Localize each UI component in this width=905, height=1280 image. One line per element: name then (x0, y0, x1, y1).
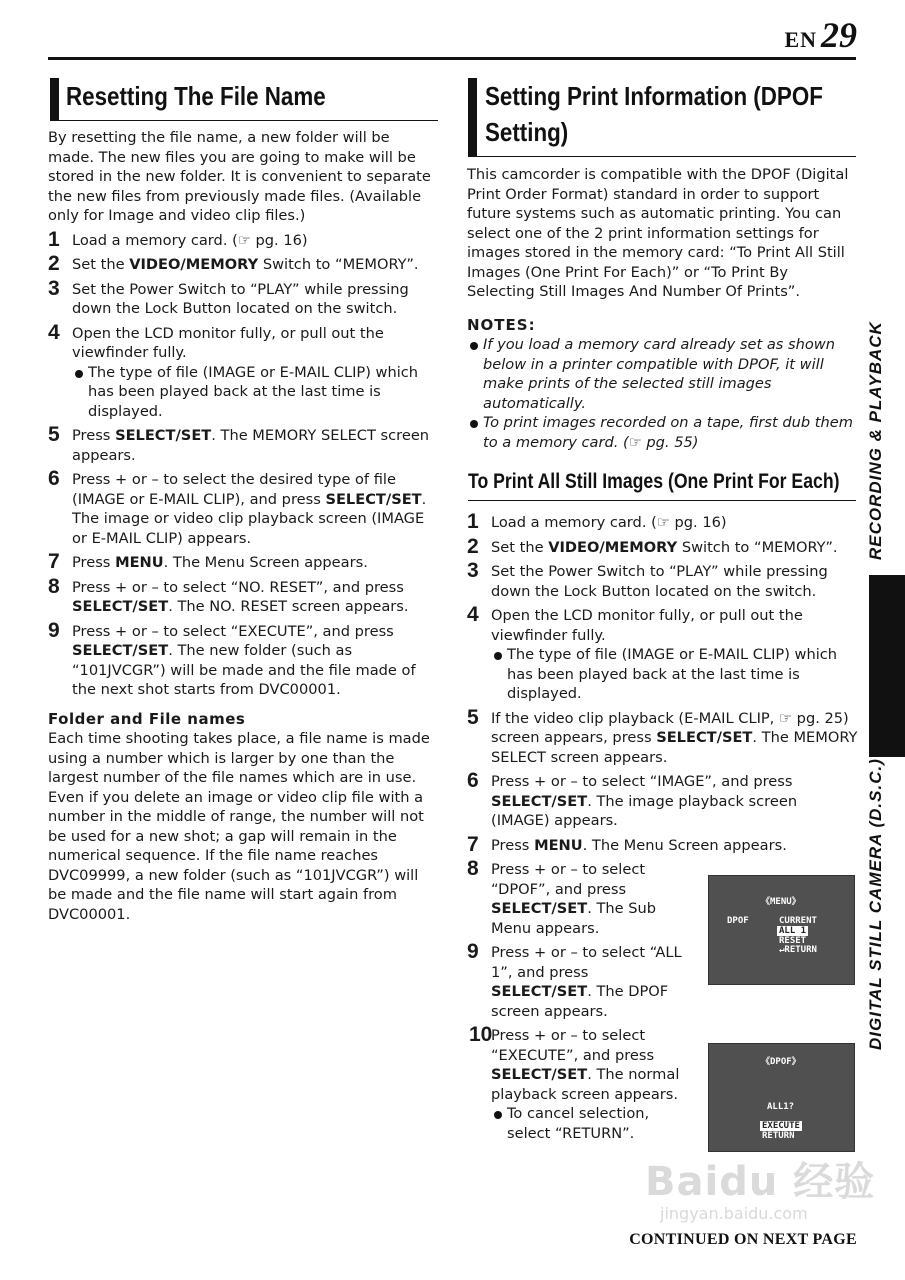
dpof-screen-title: 《DPOF》 (761, 1057, 801, 1067)
left-column (48, 128, 440, 924)
header-rule (48, 57, 856, 60)
step-6: 6 Press + or – to select the desired type of file (IMAGE or E-MAIL CLIP), and press SELECT/SET. The image or video clip playback screen (IMAGE or E-MAIL CLIP) appears. (48, 467, 427, 547)
dpof-screen-question: ALL1? (767, 1102, 795, 1112)
subheading-print-all: To Print All Still Images (One Print For Each) (468, 470, 840, 493)
side-tab-marker (869, 575, 905, 757)
menu-option-current: CURRENT (779, 916, 817, 926)
dpof-step-2: 2 Set the VIDEO/MEMORY Switch to “MEMORY”. (467, 534, 838, 558)
continued-footer: CONTINUED ON NEXT PAGE (629, 1231, 857, 1248)
step-9: 9 Press + or – to select “EXECUTE”, and press SELECT/SET. The new folder (such as “101JVCGR”) will be made and the file made of the next shot starts from DVC00001. (48, 618, 416, 698)
step-8: 8 Press + or – to select “NO. RESET”, and press SELECT/SET. The NO. RESET screen appears. (48, 574, 409, 615)
dpof-screen-illustration (708, 1043, 855, 1152)
page-number: 29 (821, 15, 857, 55)
dpof-intro-paragraph: This camcorder is compatible with the DPOF (Digital Print Order Format) standard in order to support future systems such as automatic printing. You can select one of the 2 print information settings for images stored in the memory card: “To Print All Still Images (One Print For Each)” or “To Print By Selecting Still Images And Number Of Prints”. (467, 166, 849, 300)
dpof-step-7: 7 Press MENU. The Menu Screen appears. (467, 832, 787, 856)
dpof-option-execute: EXECUTE (762, 1121, 800, 1131)
menu-option-all1: ALL 1 (779, 926, 807, 936)
step-4: 4 Open the LCD monitor fully, or pull out the viewfinder fully. The type of file (IMAGE or E-MAIL CLIP) which has been played back at the last time is displayed. (48, 324, 440, 422)
title-rule (50, 120, 438, 121)
menu-screen-title: 《MENU》 (761, 897, 801, 907)
baidu-watermark-logo: Baidu 经验 (645, 1159, 876, 1205)
section-title-dpof: Setting Print Information (DPOF Setting) (485, 81, 823, 147)
step-5: 5 Press SELECT/SET. The MEMORY SELECT screen appears. (48, 423, 430, 464)
intro-paragraph: By resetting the file name, a new folder will be made. The new files you are going to make will be stored in the new folder. It is convenient to separate the new files from previously made files. (Available only for Image and video clip files.) (48, 129, 431, 224)
menu-screen-illustration (708, 875, 855, 985)
side-tab-recording-playback: RECORDING & PLAYBACK (866, 321, 885, 560)
dpof-step-10-bullet: To cancel selection, select “RETURN”. (491, 1104, 697, 1143)
dpof-step-10: 10 Press + or – to select “EXECUTE”, and press SELECT/SET. The normal playback screen appears. To cancel selection, select “RETURN”. (467, 1026, 697, 1143)
right-column-top (467, 165, 857, 452)
subheading-rule (468, 500, 856, 501)
baidu-watermark-url: jingyan.baidu.com (660, 1204, 808, 1223)
note-1: If you load a memory card already set as shown below in a printer compatible with DPOF, it will make prints of the selected still images automatically. (467, 335, 857, 413)
menu-option-return: ↵RETURN (779, 945, 817, 955)
title-bar-accent-dpof (468, 78, 477, 156)
dpof-step-5: 5 If the video clip playback (E-MAIL CLIP, ☞ pg. 25) screen appears, press SELECT/SET. The MEMORY SELECT screen appears. (467, 705, 858, 766)
dpof-step-4: 4 Open the LCD monitor fully, or pull out the viewfinder fully. The type of file (IMAGE or E-MAIL CLIP) which has been played back at the last time is displayed. (467, 606, 859, 704)
return-arrow-icon: ↵ (779, 945, 785, 955)
step-2: 2 Set the VIDEO/MEMORY Switch to “MEMORY”. (48, 252, 419, 275)
folder-file-names-text: Each time shooting takes place, a file name is made using a number which is larger by one than the largest number of the file names which are in use. Even if you delete an image or video clip file with a number in the middle of range, the number will not be used for a new shot; a gap will remain in the numerical sequence. If the file name reaches DVC09999, a new folder (such as “101JVCGR”) will be made and the file name will start again from DVC00001. (48, 730, 430, 923)
step-3: 3 Set the Power Switch to “PLAY” while pressing down the Lock Button located on the switch. (48, 276, 409, 317)
dpof-step-1: 1 Load a memory card. (☞ pg. 16) (467, 510, 727, 533)
menu-option-reset: RESET (779, 936, 807, 946)
section-title-reset: Resetting The File Name (66, 81, 326, 111)
step-7: 7 Press MENU. The Menu Screen appears. (48, 550, 368, 573)
language-code: EN (784, 27, 817, 52)
note-2: To print images recorded on a tape, first dub them to a memory card. (☞ pg. 55) (467, 413, 857, 452)
dpof-option-return: RETURN (762, 1131, 795, 1141)
step-4-bullet: The type of file (IMAGE or E-MAIL CLIP) which has been played back at the last time is displayed. (72, 363, 440, 422)
side-tab-digital-still-camera: DIGITAL STILL CAMERA (D.S.C.) (866, 758, 885, 1050)
step-1: 1 Load a memory card. (☞ pg. 16) (48, 227, 308, 251)
title-bar-accent (50, 78, 59, 120)
page-header (784, 14, 857, 56)
dpof-step-9: 9 Press + or – to select “ALL 1”, and press SELECT/SET. The DPOF screen appears. (467, 940, 682, 1020)
menu-screen-dpof: DPOF (727, 916, 749, 926)
notes-heading: NOTES: (467, 315, 536, 334)
dpof-step-3: 3 Set the Power Switch to “PLAY” while pressing down the Lock Button located on the switch. (467, 559, 828, 600)
dpof-step-4-bullet: The type of file (IMAGE or E-MAIL CLIP) which has been played back at the last time is displayed. (491, 645, 859, 704)
dpof-step-8: 8 Press + or – to select “DPOF”, and press SELECT/SET. The Sub Menu appears. (467, 857, 657, 937)
folder-file-names-heading: Folder and File names (48, 709, 246, 728)
dpof-step-6: 6 Press + or – to select “IMAGE”, and press SELECT/SET. The image playback screen (IMAGE) appears. (467, 769, 798, 829)
title-rule-dpof (468, 156, 856, 157)
